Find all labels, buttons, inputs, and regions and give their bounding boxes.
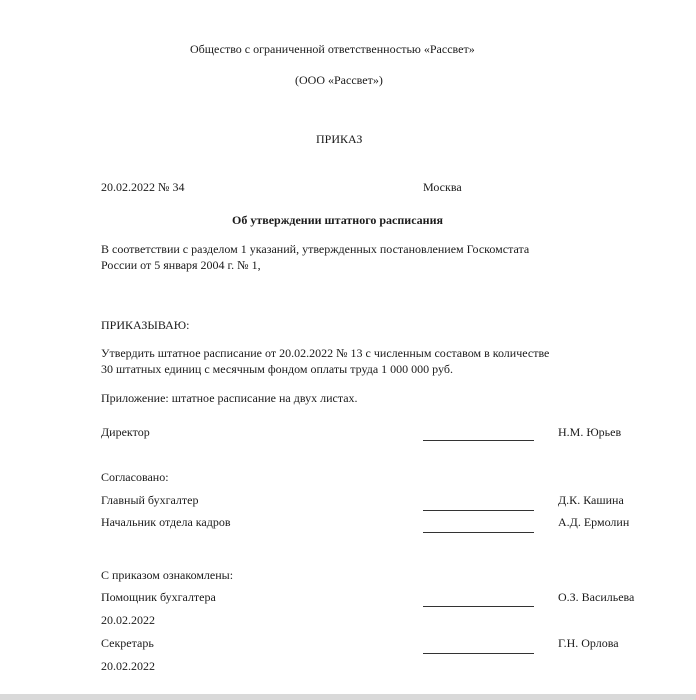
assistant-accountant-name: О.З. Васильева (558, 590, 635, 604)
assistant-accountant-date: 20.02.2022 (101, 613, 155, 627)
basis-line-2: России от 5 января 2004 г. № 1, (101, 258, 261, 272)
hr-head-name: А.Д. Ермолин (558, 515, 630, 529)
hr-head-signature-line (423, 532, 534, 533)
order-text-line-1: Утвердить штатное расписание от 20.02.2022 № 13 с численным составом в количестве (101, 346, 550, 360)
agreed-label: Согласовано: (101, 470, 169, 484)
chief-accountant-role: Главный бухгалтер (101, 493, 199, 507)
basis-line-1: В соответствии с разделом 1 указаний, утвержденных постановлением Госкомстата (101, 242, 530, 256)
page-bottom-edge (0, 694, 696, 700)
chief-accountant-name: Д.К. Кашина (558, 493, 624, 507)
secretary-role: Секретарь (101, 636, 154, 650)
city: Москва (423, 180, 462, 194)
organization-full-name: Общество с ограниченной ответственностью «Рассвет» (190, 42, 475, 56)
director-signature-line (423, 440, 534, 441)
assistant-accountant-role: Помощник бухгалтера (101, 590, 216, 604)
order-subject: Об утверждении штатного расписания (232, 213, 443, 227)
document-title: ПРИКАЗ (316, 132, 363, 146)
director-role: Директор (101, 425, 150, 439)
order-word: ПРИКАЗЫВАЮ: (101, 318, 190, 332)
order-text-line-2: 30 штатных единиц с месячным фондом оплаты труда 1 000 000 руб. (101, 362, 453, 376)
director-name: Н.М. Юрьев (558, 425, 622, 439)
hr-head-role: Начальник отдела кадров (101, 515, 231, 529)
date-and-number: 20.02.2022 № 34 (101, 180, 185, 194)
chief-accountant-signature-line (423, 510, 534, 511)
acquainted-label: С приказом ознакомлены: (101, 568, 234, 582)
secretary-name: Г.Н. Орлова (558, 636, 619, 650)
secretary-signature-line (423, 653, 534, 654)
secretary-date: 20.02.2022 (101, 659, 155, 673)
assistant-accountant-signature-line (423, 606, 534, 607)
attachment-note: Приложение: штатное расписание на двух листах. (101, 391, 358, 405)
organization-short-name: (ООО «Рассвет») (295, 73, 383, 87)
